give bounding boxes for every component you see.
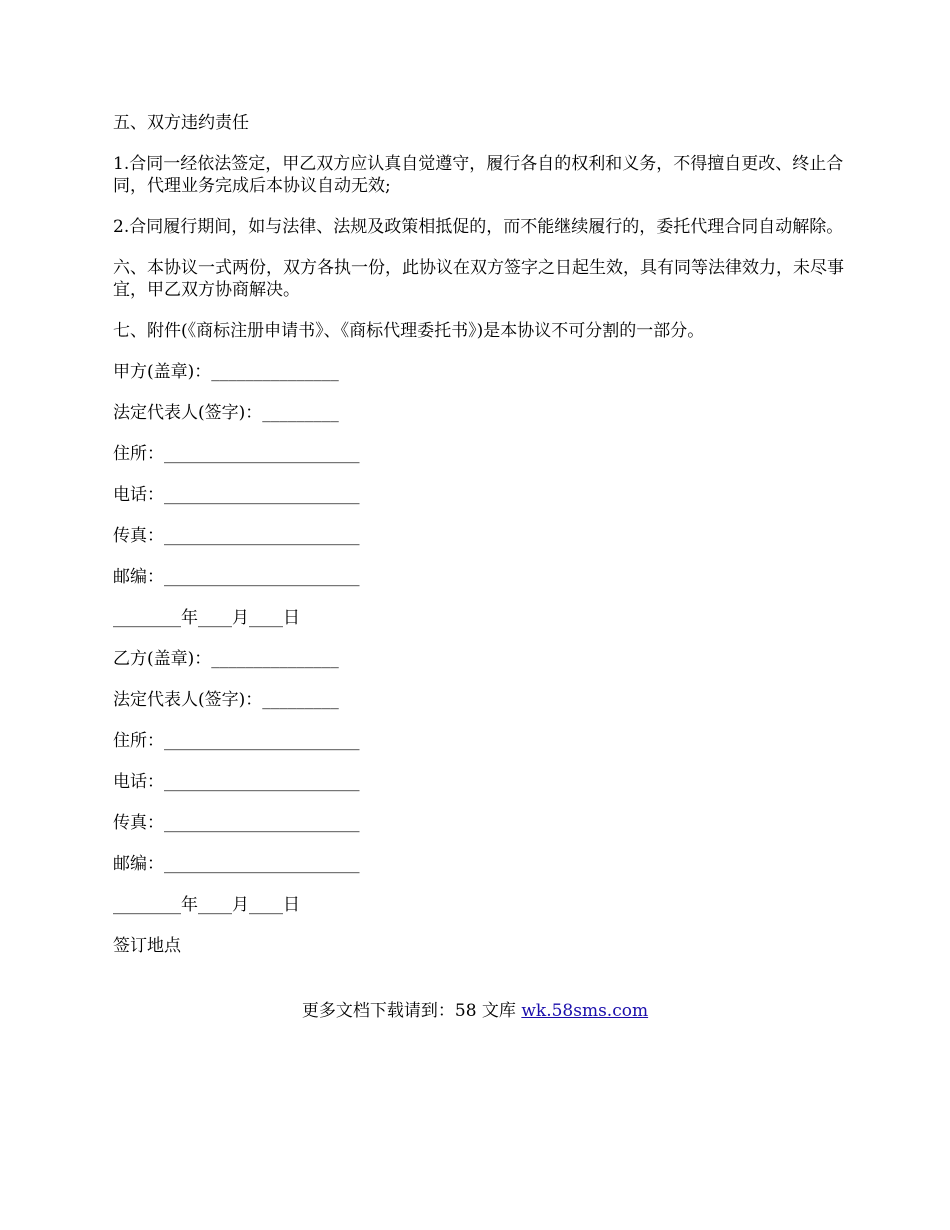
section-5-paragraph-2: 2.合同履行期间，如与法律、法规及政策相抵促的，而不能继续履行的，委托代理合同自动解除。: [113, 217, 844, 237]
party-a-fax-line: 传真：_______________________: [113, 526, 360, 546]
party-a-address-line: 住所：_______________________: [113, 444, 360, 464]
party-b-phone-line: 电话：_______________________: [113, 772, 360, 792]
footer-prefix-text: 更多文档下载请到：58 文库: [301, 1001, 522, 1021]
signing-place-label: 签订地点: [113, 936, 181, 956]
party-a-date-line: ________年____月____日: [113, 608, 300, 628]
section-5-paragraph-1: 1.合同一经依法签定，甲乙双方应认真自觉遵守，履行各自的权利和义务，不得擅自更改、终止合同，代理业务完成后本协议自动无效;: [113, 154, 844, 196]
section-7-paragraph: 七、附件(《商标注册申请书》、《商标代理委托书》)是本协议不可分割的一部分。: [113, 321, 705, 341]
party-b-fax-line: 传真：_______________________: [113, 813, 360, 833]
party-b-date-line: ________年____月____日: [113, 895, 300, 915]
footer-site-link[interactable]: wk.58sms.com: [521, 1001, 649, 1021]
party-b-seal-line: 乙方(盖章)：_______________: [113, 649, 339, 669]
party-a-seal-line: 甲方(盖章)：_______________: [113, 362, 339, 382]
party-a-signature-block: [113, 361, 859, 629]
party-a-postcode-line: 邮编：_______________________: [113, 567, 360, 587]
section-5-title: 五、双方违约责任: [113, 113, 249, 133]
party-a-representative-line: 法定代表人(签字)：_________: [113, 403, 339, 423]
party-a-phone-line: 电话：_______________________: [113, 485, 360, 505]
party-b-address-line: 住所：_______________________: [113, 731, 360, 751]
download-footer: [0, 1000, 950, 1022]
section-6-paragraph: 六、本协议一式两份，双方各执一份，此协议在双方签字之日起生效，具有同等法律效力，未尽事宜，甲乙双方协商解决。: [113, 258, 844, 300]
party-b-representative-line: 法定代表人(签字)：_________: [113, 690, 339, 710]
party-b-signature-block: [113, 648, 859, 916]
party-b-postcode-line: 邮编：_______________________: [113, 854, 360, 874]
document-body: [113, 112, 859, 976]
